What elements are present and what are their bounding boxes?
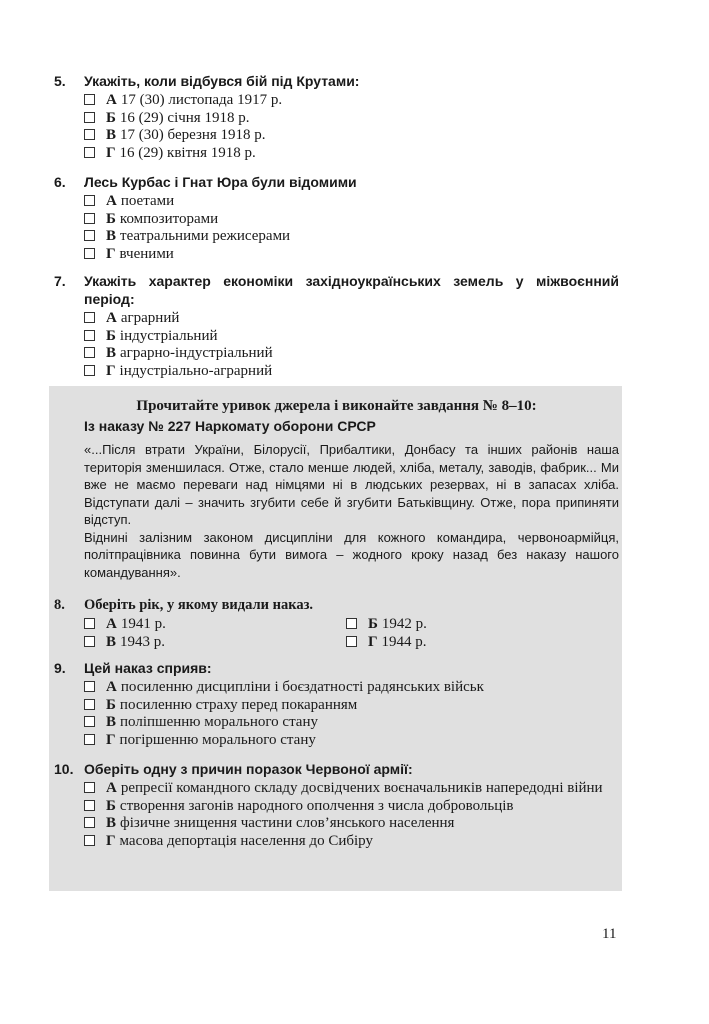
question-number: 6.: [54, 174, 66, 190]
question-number: 10.: [54, 761, 74, 777]
option-letter: А: [106, 92, 117, 108]
question-9-header: [54, 659, 619, 677]
option-text: 1943 р.: [120, 633, 166, 650]
option-letter: Б: [106, 696, 116, 713]
options-column-left: [84, 616, 346, 651]
checkbox[interactable]: [84, 195, 95, 206]
option-letter: А: [106, 310, 117, 326]
checkbox[interactable]: [84, 636, 95, 647]
option-letter: А: [106, 679, 117, 695]
option-b[interactable]: [84, 697, 619, 715]
question-5-header: [54, 72, 619, 90]
answer-options: [84, 310, 619, 381]
checkbox[interactable]: [84, 800, 95, 811]
question-text: Укажіть характер економіки західноукраїнських земель у міжвоєнний період:: [84, 273, 619, 307]
checkbox[interactable]: [84, 213, 95, 224]
option-text: композиторами: [119, 210, 219, 227]
checkbox[interactable]: [84, 112, 95, 123]
option-text: репресії командного складу досвідчених воєначальників напередодні війни: [120, 780, 603, 796]
option-letter: В: [106, 714, 117, 731]
option-text: 1942 р.: [381, 616, 427, 632]
checkbox[interactable]: [84, 347, 95, 358]
option-a[interactable]: [84, 780, 619, 798]
answer-options: [84, 679, 619, 750]
answer-options: [84, 780, 619, 851]
question-number: 9.: [54, 660, 66, 676]
option-g[interactable]: [84, 363, 619, 381]
option-v[interactable]: [84, 345, 619, 363]
source-title: Із наказу № 227 Наркомату оборони СРСР: [84, 418, 376, 434]
checkbox[interactable]: [84, 699, 95, 710]
option-b[interactable]: [84, 211, 619, 229]
option-letter: А: [106, 193, 117, 209]
checkbox[interactable]: [84, 330, 95, 341]
checkbox[interactable]: [84, 817, 95, 828]
option-letter: Г: [106, 145, 116, 162]
question-7-header: [54, 272, 619, 308]
option-a[interactable]: [84, 616, 346, 634]
option-g[interactable]: [84, 145, 619, 163]
option-text: 16 (29) січня 1918 р.: [119, 109, 250, 126]
option-g[interactable]: [84, 833, 619, 851]
option-text: індустріальний: [119, 327, 218, 344]
option-letter: Б: [106, 327, 116, 344]
option-b[interactable]: [346, 616, 608, 634]
question-8: [54, 596, 619, 651]
question-text: Укажіть, коли відбувся бій під Крутами:: [84, 73, 360, 89]
answer-options: [84, 92, 619, 163]
question-text: Оберіть одну з причин поразок Червоної армії:: [84, 761, 413, 777]
option-text: фізичне знищення частини слов’янського населення: [120, 815, 455, 832]
checkbox[interactable]: [84, 94, 95, 105]
option-letter: В: [106, 345, 117, 362]
checkbox[interactable]: [84, 618, 95, 629]
question-text: Оберіть рік, у якому видали наказ.: [84, 597, 314, 613]
page-number: 11: [602, 926, 617, 942]
option-letter: Б: [106, 797, 116, 814]
options-column-right: [346, 616, 608, 651]
option-letter: В: [106, 815, 117, 832]
question-8-header: [54, 596, 619, 614]
option-letter: Б: [106, 109, 116, 126]
option-letter: Б: [368, 616, 378, 632]
option-text: театральними режисерами: [120, 228, 291, 245]
question-10: [54, 760, 619, 851]
question-number: 8.: [54, 597, 65, 613]
question-number: 5.: [54, 73, 66, 89]
option-letter: Г: [106, 833, 116, 850]
question-number: 7.: [54, 273, 66, 289]
option-text: поліпшенню морального стану: [120, 714, 318, 731]
checkbox[interactable]: [84, 147, 95, 158]
question-5: [54, 72, 619, 163]
option-g[interactable]: [84, 732, 619, 750]
option-text: 1941 р.: [120, 616, 166, 632]
question-7: [54, 272, 619, 381]
option-letter: Б: [106, 210, 116, 227]
option-g[interactable]: [346, 634, 608, 652]
source-instruction: Прочитайте уривок джерела і виконайте завдання № 8–10:: [136, 398, 537, 414]
option-text: індустріально-аграрний: [119, 363, 273, 380]
checkbox[interactable]: [84, 129, 95, 140]
option-v[interactable]: [84, 815, 619, 833]
option-text: аграрно-індустріальний: [120, 345, 273, 362]
checkbox[interactable]: [84, 230, 95, 241]
option-letter: Г: [106, 246, 116, 263]
option-letter: Г: [106, 363, 116, 380]
option-b[interactable]: [84, 798, 619, 816]
option-letter: В: [106, 228, 117, 245]
checkbox[interactable]: [84, 681, 95, 692]
option-a[interactable]: [84, 310, 619, 328]
option-text: посиленню дисципліни і боєздатності радянських військ: [120, 679, 484, 695]
option-b[interactable]: [84, 110, 619, 128]
option-letter: А: [106, 780, 117, 796]
option-v[interactable]: [84, 714, 619, 732]
checkbox[interactable]: [346, 636, 357, 647]
checkbox[interactable]: [84, 716, 95, 727]
question-6: [54, 173, 619, 264]
checkbox[interactable]: [84, 835, 95, 846]
question-10-header: [54, 760, 619, 778]
checkbox[interactable]: [84, 365, 95, 376]
option-a[interactable]: [84, 679, 619, 697]
option-text: посиленню страху перед покаранням: [119, 696, 358, 713]
question-9: [54, 659, 619, 750]
checkbox[interactable]: [84, 248, 95, 259]
source-quote: [84, 441, 619, 581]
option-text: поетами: [120, 193, 175, 209]
option-text: вченими: [119, 246, 174, 263]
option-text: погіршенню морального стану: [119, 732, 316, 749]
option-v[interactable]: [84, 228, 619, 246]
source-paragraph: Віднині залізним законом дисципліни для кожного командира, червоноармійця, політпрацівника повинна бути вимога – жодного кроку назад без наказу нашого командування».: [84, 529, 619, 580]
option-text: 17 (30) березня 1918 р.: [120, 127, 266, 144]
option-v[interactable]: [84, 634, 346, 652]
option-text: 1944 р.: [381, 633, 427, 650]
question-text: Лесь Курбас і Гнат Юра були відомими: [84, 174, 357, 190]
option-v[interactable]: [84, 127, 619, 145]
question-text: Цей наказ сприяв:: [84, 660, 212, 676]
option-letter: Г: [368, 633, 378, 650]
option-letter: А: [106, 616, 117, 632]
checkbox[interactable]: [84, 734, 95, 745]
answer-options: [84, 193, 619, 264]
checkbox[interactable]: [84, 312, 95, 323]
checkbox[interactable]: [346, 618, 357, 629]
option-letter: В: [106, 127, 117, 144]
question-6-header: [54, 173, 619, 191]
option-letter: В: [106, 633, 117, 650]
option-a[interactable]: [84, 193, 619, 211]
checkbox[interactable]: [84, 782, 95, 793]
option-text: створення загонів народного ополчення з числа добровольців: [119, 797, 514, 814]
option-text: аграрний: [120, 310, 180, 326]
option-text: масова депортація населення до Сибіру: [119, 833, 373, 850]
option-a[interactable]: [84, 92, 619, 110]
source-paragraph: «...Після втрати України, Білорусії, Прибалтики, Донбасу та інших районів наша територія зменшилася. Отже, стало менше людей, хліба, металу, заводів, фабрик... Ми вже не маємо переваги над німцями ні в людських резервах, ні в запасах хліба. Відступати далі – значить згубити себе й згубити Батьківщину. Отже, пора припиняти відступ.: [84, 442, 619, 527]
option-text: 16 (29) квітня 1918 р.: [119, 145, 256, 162]
option-text: 17 (30) листопада 1917 р.: [120, 92, 283, 108]
option-b[interactable]: [84, 328, 619, 346]
option-g[interactable]: [84, 246, 619, 264]
option-letter: Г: [106, 732, 116, 749]
answer-options: [84, 616, 619, 651]
